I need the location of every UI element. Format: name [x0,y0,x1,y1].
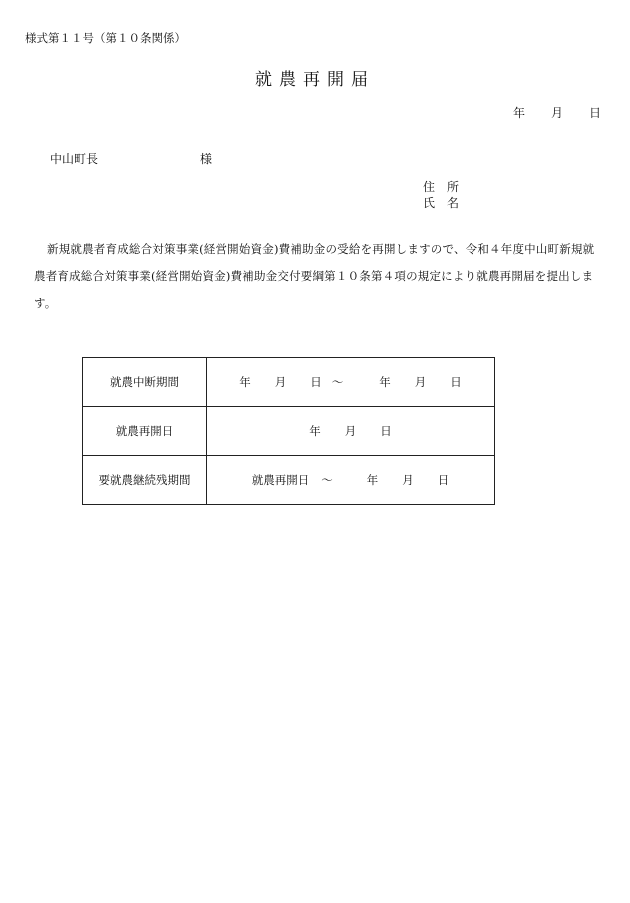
date-year: 年 [513,106,526,120]
value-day-start: 日 [310,375,322,389]
document-title: 就農再開届 [255,70,375,90]
value-year-end: 年 [379,375,391,389]
address-label: 住 所 [423,180,460,194]
table-row [83,456,495,505]
value-day: 日 [437,473,450,487]
value-day-end: 日 [450,375,462,389]
resume-date-label: 就農再開日 [83,407,207,456]
value-year: 年 [366,473,379,487]
range-tilde: ～ [321,473,333,487]
value-prefix: 就農再開日 [251,473,310,487]
form-number: 様式第１１号（第１０条関係） [25,31,186,45]
table-row [83,358,495,407]
table-row [83,407,495,456]
value-month-start: 月 [274,375,287,389]
value-month: 月 [402,473,414,487]
suspension-period-value [207,358,495,407]
remaining-period-value [207,456,495,505]
resume-date-value [207,407,495,456]
value-year: 年 [309,424,321,438]
addressee: 中山町長 [50,152,99,166]
name-label: 氏 名 [423,196,460,210]
honorific: 様 [200,152,213,166]
range-tilde: ～ [331,375,344,389]
date-month: 月 [551,106,564,120]
remaining-period-label: 要就農継続残期間 [83,456,207,505]
date-day: 日 [589,106,602,120]
value-year-start: 年 [239,375,251,389]
value-day: 日 [380,424,392,438]
value-month-end: 月 [414,375,427,389]
value-month: 月 [344,424,357,438]
body-paragraph: 新規就農者育成総合対策事業(経営開始資金)費補助金の受給を再開しますので、令和４年度中山町新規就農者育成総合対策事業(経営開始資金)費補助金交付要綱第１０条第４項の規定により就農再開届を提出します。 [34,242,595,310]
resume-info-table [82,357,495,505]
suspension-period-label: 就農中断期間 [83,358,207,407]
submission-date [513,104,601,121]
